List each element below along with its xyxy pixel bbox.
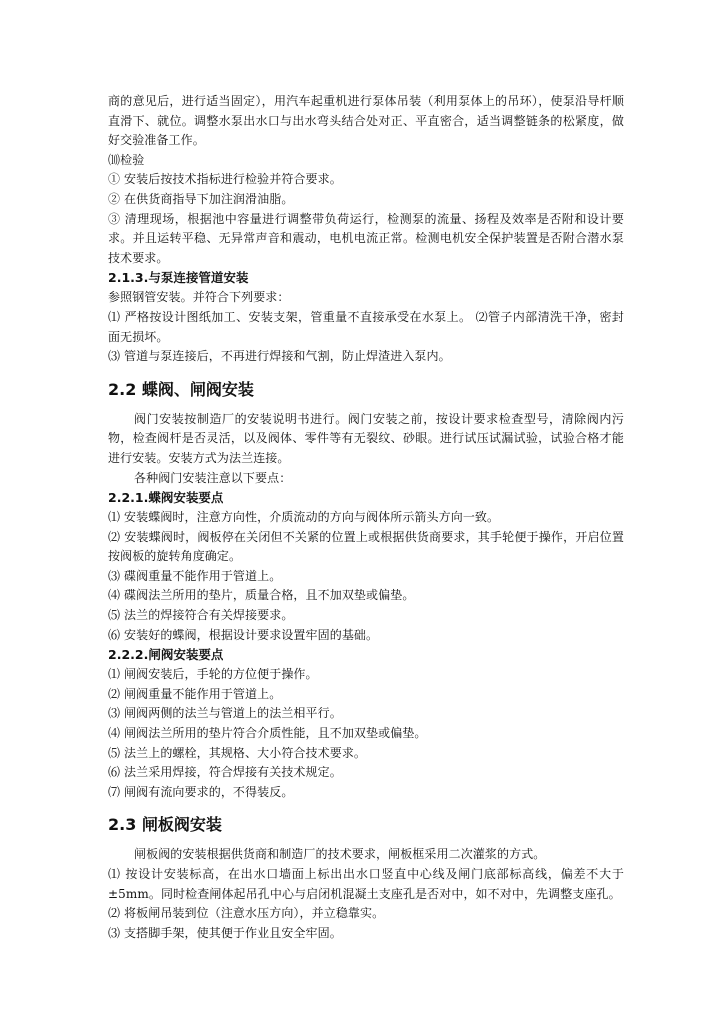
section-2-2-1-item-5: ⑸ 法兰的焊接符合有关焊接要求。: [108, 608, 294, 623]
section-2-2-2-item-2: ⑵ 闸阀重量不能作用于管道上。: [108, 686, 282, 701]
section-2-1-3-line-3: ⑶ 管道与泵连接后，不再进行焊接和气割，防止焊渣进入泵内。: [108, 349, 451, 364]
section-2-2-2-item-3: ⑶ 闸阀两侧的法兰与管道上的法兰相平行。: [108, 706, 342, 721]
section-2-2-1-item-6: ⑹ 安装好的蝶阀，根据设计要求设置牢固的基础。: [108, 627, 379, 642]
section-2-3-item-1: ⑴ 按设计安装标高，在出水口墙面上标出出水口竖直中心线及闸门底部标高线，偏差不大于±5mm。同时检查闸体起吊孔中心与启闭机混凝土支座孔是否对中，如不对中，先调整支座孔。: [108, 867, 624, 901]
section-2-2-2-item-1: ⑴ 闸阀安装后，手轮的方位便于操作。: [108, 667, 318, 682]
section-2-1-3-line-2: ⑴ 严格按设计图纸加工、安装支架，管重量不直接承受在水泵上。 ⑵管子内部清洗干净，密封面无损坏。: [108, 309, 624, 344]
section-2-2-1-heading: 2.2.1.蝶阀安装要点: [108, 490, 224, 506]
inspect-heading: ⑽检验: [108, 152, 145, 167]
inspect-item-1: ① 安装后按技术指标进行检验并符合要求。: [108, 172, 342, 187]
section-2-2-1-item-1: ⑴ 安装蝶阀时，注意方向性，介质流动的方向与阀体所示箭头方向一致。: [108, 510, 500, 525]
section-2-2-1-item-2: ⑵ 安装蝶阀时，阀板停在关闭但不关紧的位置上或根据供货商要求，其手轮便于操作，开启位置按阀板的旋转角度确定。: [108, 529, 624, 564]
section-2-2-paragraph-2: 各种阀门安装注意以下要点：: [134, 470, 292, 485]
intro-paragraph: 商的意见后，进行适当固定），用汽车起重机进行泵体吊装（利用泵体上的吊环），使泵沿导杆顺直滑下、就位。调整水泵出水口与出水弯头结合处对正、平直密合，适当调整链条的松紧度，做好交验准备工作。: [108, 94, 624, 148]
section-2-2-2-item-6: ⑹ 法兰采用焊接，符合焊接有关技术规定。: [108, 765, 342, 780]
section-2-3-heading: 2.3 闸板阀安装: [108, 815, 222, 835]
section-2-3-item-2: ⑵ 将板闸吊装到位（注意水压方向），并立稳靠实。: [108, 906, 385, 921]
section-2-2-heading: 2.2 蝶阀、闸阀安装: [108, 379, 254, 399]
section-2-2-1-item-3: ⑶ 碟阀重量不能作用于管道上。: [108, 568, 282, 583]
section-2-2-1-item-4: ⑷ 碟阀法兰所用的垫片，质量合格，且不加双垫或偏垫。: [108, 588, 415, 603]
section-2-3-paragraph-1: 闸板阀的安装根据供货商和制造厂的技术要求，闸板框采用二次灌浆的方式。: [134, 847, 546, 862]
inspect-item-2: ② 在供货商指导下加注润滑油脂。: [108, 191, 294, 206]
section-2-2-2-heading: 2.2.2.闸阀安装要点: [108, 647, 224, 663]
inspect-item-3: ③ 清理现场，根据池中容量进行调整带负荷运行，检测泵的流量、扬程及效率是否附和设计要求。并且运转平稳、无异常声音和震动，电机电流正常。检测电机安全保护装置是否附合潜水泵技术要求。: [108, 211, 624, 265]
section-2-2-2-item-4: ⑷ 闸阀法兰所用的垫片符合介质性能，且不加双垫或偏垫。: [108, 726, 427, 741]
section-2-2-2-item-7: ⑺ 闸阀有流向要求的，不得装反。: [108, 784, 294, 799]
section-2-1-3-line-1: 参照钢管安装。并符合下列要求：: [108, 290, 290, 305]
document-page: [108, 92, 624, 943]
section-2-3-item-3: ⑶ 支搭脚手架，使其便于作业且安全牢固。: [108, 925, 342, 940]
section-2-2-2-item-5: ⑸ 法兰上的螺栓，其规格、大小符合技术要求。: [108, 745, 367, 760]
section-2-2-paragraph-1: 阀门安装按制造厂的安装说明书进行。阀门安装之前，按设计要求检查型号，清除阀内污物，检查阀杆是否灵活，以及阀体、零件等有无裂纹、砂眼。进行试压试漏试验，试验合格才能进行安装。安装方式为法兰连接。: [108, 411, 624, 465]
section-2-1-3-heading: 2.1.3.与泵连接管道安装: [108, 270, 249, 286]
